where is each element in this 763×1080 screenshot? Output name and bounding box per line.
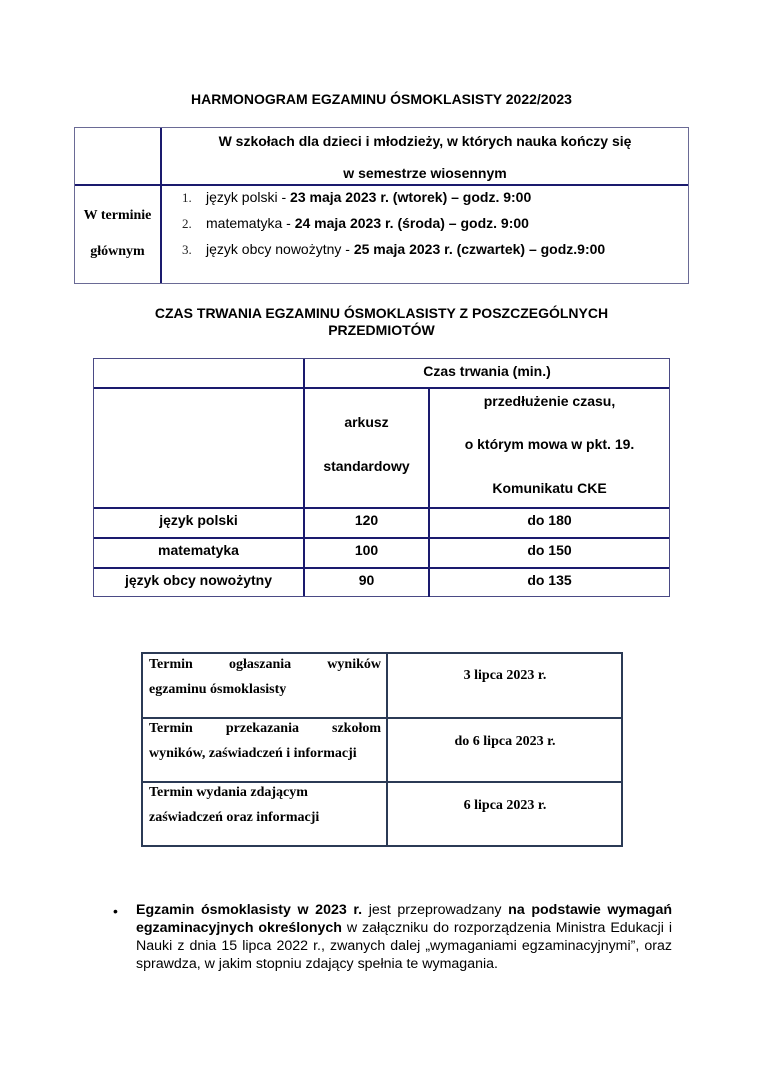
col-standard-line1: arkusz	[344, 414, 389, 430]
row-extended: do 135	[527, 572, 572, 588]
duration-group-header: Czas trwania (min.)	[423, 363, 551, 379]
date-label-line2: egzaminu ósmoklasisty	[149, 682, 287, 697]
item-subject: język obcy nowożytny -	[206, 241, 354, 257]
exam-schedule-table	[74, 127, 689, 284]
row-standard: 120	[354, 512, 379, 528]
date-label-line2: zaświadczeń oraz informacji	[149, 810, 320, 825]
bold-text: na podstawie wymagań egzaminacyjnych określonych	[136, 902, 673, 936]
schedule-header-line2: w semestrze wiosennym	[343, 165, 507, 181]
col-extended-line1: przedłużenie czasu,	[483, 393, 616, 409]
item-subject: matematyka -	[206, 215, 295, 231]
row-standard: 90	[358, 572, 375, 588]
duration-title-line1: CZAS TRWANIA EGZAMINU ÓSMOKLASISTY Z POSZCZEGÓLNYCH	[154, 305, 609, 321]
col-standard-line2: standardowy	[323, 458, 410, 474]
item-number: 3.	[182, 242, 192, 257]
item-date: 24 maja 2023 r. (środa) – godz. 9:00	[294, 215, 529, 231]
date-value: do 6 lipca 2023 r.	[454, 734, 556, 749]
duration-section-title	[100, 305, 663, 339]
col-extended-line2: o którym mowa w pkt. 19.	[464, 436, 635, 452]
row-standard: 100	[354, 542, 379, 558]
body-text: w załączniku do rozporządzenia Ministra Edukacji i Nauki z dnia 15 lipca 2022 r., zwanych dalej „wymaganiami egzaminacyjnymi”, oraz sprawdza, w jakim stopniu zdający spełnia te wymagania.	[136, 920, 673, 972]
bullet-paragraph	[136, 901, 672, 973]
duration-table	[93, 358, 670, 597]
table-divider	[94, 537, 669, 539]
bold-text: Egzamin ósmoklasisty w 2023 r.	[136, 902, 363, 918]
item-number: 2.	[182, 216, 192, 231]
date-value: 6 lipca 2023 r.	[463, 798, 547, 813]
schedule-header-line1: W szkołach dla dzieci i młodzieży, w których nauka kończy się	[218, 133, 632, 149]
col-extended-line3: Komunikatu CKE	[492, 480, 607, 496]
row-extended: do 180	[527, 512, 572, 528]
table-divider	[303, 359, 305, 596]
item-date: 23 maja 2023 r. (wtorek) – godz. 9:00	[290, 189, 532, 205]
table-divider	[94, 507, 669, 509]
bullet-icon: •	[113, 903, 118, 919]
date-label-line2: wyników, zaświadczeń i informacji	[149, 746, 357, 761]
table-divider	[75, 184, 688, 186]
date-label-line1: Termin wydania zdającym	[149, 785, 308, 800]
table-divider	[94, 387, 669, 389]
item-number: 1.	[182, 190, 192, 205]
schedule-item	[182, 241, 605, 258]
row-label-line1: W terminie	[83, 208, 152, 223]
date-value: 3 lipca 2023 r.	[463, 668, 547, 683]
row-subject: matematyka	[158, 542, 239, 558]
row-label-line2: głównym	[90, 244, 145, 259]
table-divider	[160, 128, 162, 283]
row-subject: język obcy nowożytny	[124, 572, 273, 588]
results-dates-table	[141, 652, 623, 847]
row-subject: język polski	[159, 512, 238, 528]
item-date: 25 maja 2023 r. (czwartek) – godz.9:00	[353, 241, 606, 257]
table-divider	[386, 654, 388, 845]
date-label-line1: Termin ogłaszania wyników	[149, 657, 381, 672]
table-divider	[94, 567, 669, 569]
page-title: HARMONOGRAM EGZAMINU ÓSMOKLASISTY 2022/2023	[191, 91, 572, 107]
item-subject: język polski -	[206, 189, 291, 205]
duration-title-line2: PRZEDMIOTÓW	[328, 322, 435, 338]
schedule-item	[182, 215, 529, 232]
date-label-line1: Termin przekazania szkołom	[149, 721, 381, 736]
schedule-item	[182, 189, 531, 206]
row-extended: do 150	[527, 542, 572, 558]
body-text: jest przeprowadzany	[362, 902, 509, 918]
